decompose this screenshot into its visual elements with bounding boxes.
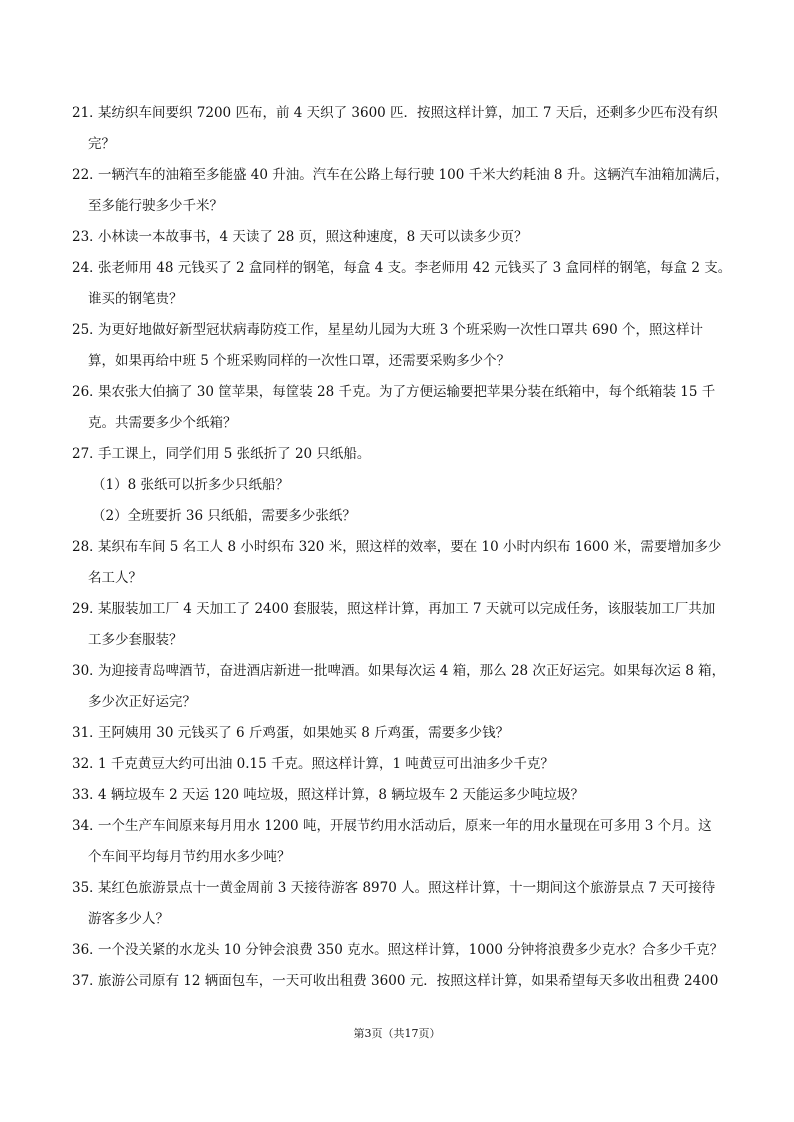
problem-text: 手工课上，同学们用 5 张纸折了 20 只纸船。 <box>98 446 371 462</box>
problem-number: 35． <box>72 880 103 896</box>
problem-item <box>62 594 732 656</box>
problem-number: 36． <box>72 942 103 958</box>
problem-number: 27． <box>72 446 103 462</box>
problem-number: 26． <box>72 384 103 400</box>
problem-number: 33． <box>72 787 103 803</box>
problem-item <box>62 377 732 439</box>
problem-item <box>62 749 732 780</box>
problem-text: 果农张大伯摘了 30 筐苹果，每筐装 28 千克。为了方便运输要把苹果分装在纸箱中，每个纸箱装 15 千 <box>98 384 716 400</box>
problem-item <box>62 253 732 315</box>
problem-number: 37． <box>72 973 103 989</box>
problem-item <box>62 532 732 594</box>
problem-text-continued: 完？ <box>88 136 115 152</box>
problem-text-continued: 名工人？ <box>88 570 142 586</box>
page-footer: 第3页（共17页） <box>353 1027 441 1040</box>
problem-number: 25． <box>72 322 103 338</box>
problem-number: 22． <box>72 167 103 183</box>
problem-item <box>62 315 732 377</box>
sub-question: （2）全班要折 36 只纸船，需要多少张纸？ <box>92 508 356 524</box>
problem-text-continued: 工多少套服装？ <box>88 632 183 648</box>
problem-text: 某服装加工厂 4 天加工了 2400 套服装，照这样计算，再加工 7 天就可以完成任务，该服装加工厂共加 <box>98 601 716 617</box>
problem-item <box>62 439 732 532</box>
problem-text: 1 千克黄豆大约可出油 0.15 千克。照这样计算，1 吨黄豆可出油多少千克？ <box>98 756 554 772</box>
problem-text: 一个没关紧的水龙头 10 分钟会浪费 350 克水。照这样计算，1000 分钟将浪费多少克水？合多少千克？ <box>98 942 724 958</box>
problem-number: 30． <box>72 663 103 679</box>
problem-text: 一辆汽车的油箱至多能盛 40 升油。汽车在公路上每行驶 100 千米大约耗油 8 升。这辆汽车油箱加满后， <box>98 167 729 183</box>
problem-text-continued: 至多能行驶多少千米？ <box>88 198 223 214</box>
problem-text: 为迎接青岛啤酒节，奋进酒店新进一批啤酒。如果每次运 4 箱，那么 28 次正好运完。如果每次运 8 箱， <box>98 663 726 679</box>
problem-number: 32． <box>72 756 103 772</box>
problem-item <box>62 222 732 253</box>
problem-text-continued: 谁买的钢笔贵？ <box>88 291 183 307</box>
problem-number: 31． <box>72 725 103 741</box>
problem-text: 张老师用 48 元钱买了 2 盒同样的钢笔，每盒 4 支。李老师用 42 元钱买了 3 盒同样的钢笔，每盒 2 支。 <box>98 260 732 276</box>
problem-number: 28． <box>72 539 103 555</box>
problem-number: 24． <box>72 260 103 276</box>
problem-text: 某纺织车间要织 7200 匹布，前 4 天织了 3600 匹．按照这样计算，加工 7 天后，还剩多少匹布没有织 <box>98 105 718 121</box>
problem-item <box>62 873 732 935</box>
problem-text-continued: 个车间平均每月节约用水多少吨？ <box>88 849 291 865</box>
problem-text: 某织布车间 5 名工人 8 小时织布 320 米，照这样的效率，要在 10 小时内织布 1600 米，需要增加多少 <box>98 539 722 555</box>
problem-text-continued: 游客多少人？ <box>88 911 169 927</box>
problem-item <box>62 935 732 966</box>
problem-item <box>62 966 732 997</box>
problem-list <box>62 98 732 997</box>
problem-text: 王阿姨用 30 元钱买了 6 斤鸡蛋，如果她买 8 斤鸡蛋，需要多少钱？ <box>98 725 510 741</box>
problem-item <box>62 780 732 811</box>
problem-text: 为更好地做好新型冠状病毒防疫工作，星星幼儿园为大班 3 个班采购一次性口罩共 690 个，照这样计 <box>98 322 704 338</box>
problem-text: 某红色旅游景点十一黄金周前 3 天接待游客 8970 人。照这样计算，十一期间这个旅游景点 7 天可接待 <box>98 880 716 896</box>
problem-number: 23． <box>72 229 103 245</box>
problem-text: 旅游公司原有 12 辆面包车，一天可收出租费 3600 元．按照这样计算，如果希望每天多收出租费 2400 <box>98 973 719 989</box>
problem-text-continued: 克。共需要多少个纸箱？ <box>88 415 237 431</box>
sub-question: （1）8 张纸可以折多少只纸船？ <box>92 477 289 493</box>
problem-text-continued: 算，如果再给中班 5 个班采购同样的一次性口罩，还需要采购多少个？ <box>88 353 511 369</box>
problem-text: 一个生产车间原来每月用水 1200 吨，开展节约用水活动后，原来一年的用水量现在可多用 3 个月。这 <box>98 818 712 834</box>
problem-text-continued: 多少次正好运完？ <box>88 694 196 710</box>
problem-item <box>62 160 732 222</box>
problem-item <box>62 98 732 160</box>
problem-number: 21． <box>72 105 103 121</box>
problem-text: 4 辆垃圾车 2 天运 120 吨垃圾，照这样计算，8 辆垃圾车 2 天能运多少吨垃圾？ <box>98 787 584 803</box>
problem-item <box>62 656 732 718</box>
problem-text: 小林读一本故事书，4 天读了 28 页，照这种速度，8 天可以读多少页？ <box>98 229 528 245</box>
problem-number: 29． <box>72 601 103 617</box>
problem-item <box>62 718 732 749</box>
problem-number: 34． <box>72 818 103 834</box>
problem-item <box>62 811 732 873</box>
